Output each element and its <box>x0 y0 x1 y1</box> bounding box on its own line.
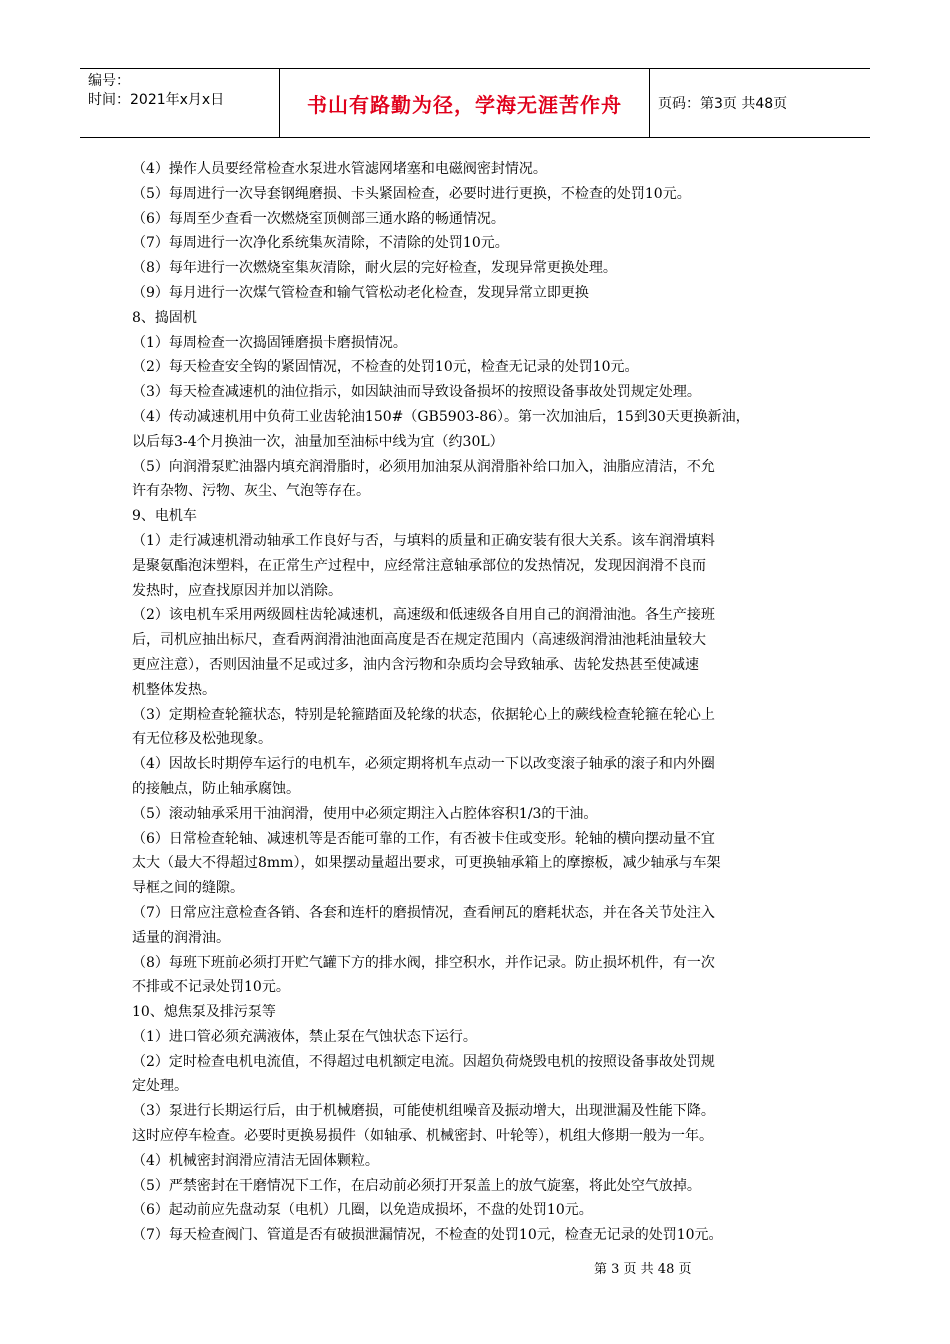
text-line: （8）每班下班前必须打开贮气罐下方的排水阀，排空积水，并作记录。防止损坏机件，有一次 <box>132 954 715 971</box>
text-line: 适量的润滑油。 <box>132 929 230 946</box>
page-header <box>80 68 870 138</box>
motto: 书山有路勤为径，学海无涯苦作舟 <box>307 92 622 117</box>
header-motto-cell <box>280 69 650 137</box>
text-line: 更应注意），否则因油量不足或过多，油内含污物和杂质均会导致轴承、齿轮发热甚至使减速 <box>132 656 699 673</box>
text-line: （4）传动减速机用中负荷工业齿轮油150#（GB5903-86）。第一次加油后，15到30天更换新油， <box>132 408 750 425</box>
text-line: （3）泵进行长期运行后，由于机械磨损，可能使机组噪音及振动增大，出现泄漏及性能下降。 <box>132 1103 715 1120</box>
page-info: 页码：第3页 共48页 <box>658 96 788 112</box>
text-line: 10、熄焦泵及排污泵等 <box>132 1004 276 1021</box>
text-line: （9）每月进行一次煤气管检查和输气管松动老化检查，发现异常立即更换 <box>132 284 589 301</box>
text-line: （4）机械密封润滑应清洁无固体颗粒。 <box>132 1152 379 1169</box>
text-line: 定处理。 <box>132 1078 188 1095</box>
text-line: （4）操作人员要经常检查水泵进水管滤网堵塞和电磁阀密封情况。 <box>132 161 547 177</box>
text-line: （5）滚动轴承采用干油润滑，使用中必须定期注入占腔体容积1/3的干油。 <box>132 805 598 822</box>
text-line: （1）进口管必须充满液体，禁止泵在气蚀状态下运行。 <box>132 1028 477 1045</box>
text-line: （4）因故长时期停车运行的电机车，必须定期将机车点动一下以改变滚子轴承的滚子和内外圈 <box>132 756 715 773</box>
text-line: 以后每3-4个月换油一次，油量加至油标中线为宜（约30L） <box>132 433 504 450</box>
text-line: （5）每周进行一次导套钢绳磨损、卡头紧固检查，必要时进行更换，不检查的处罚10元。 <box>132 185 691 202</box>
text-line: （2）定时检查电机电流值，不得超过电机额定电流。因超负荷烧毁电机的按照设备事故处罚规 <box>132 1053 715 1070</box>
text-line: 8、捣固机 <box>132 309 197 326</box>
text-line: （2）每天检查安全钩的紧固情况，不检查的处罚10元，检查无记录的处罚10元。 <box>132 359 639 376</box>
document-body <box>132 157 837 1248</box>
text-line: 这时应停车检查。必要时更换易损件（如轴承、机械密封、叶轮等），机组大修期一般为一年。 <box>132 1128 713 1145</box>
text-line: 后，司机应抽出标尺，查看两润滑油池面高度是否在规定范围内（高速级润滑油池耗油量较大 <box>132 632 706 649</box>
text-line: （6）起动前应先盘动泵（电机）几圈，以免造成损坏，不盘的处罚10元。 <box>132 1202 593 1219</box>
text-line: 有无位移及松弛现象。 <box>132 731 272 748</box>
text-line: 导框之间的缝隙。 <box>132 880 244 897</box>
text-line: （6）每周至少查看一次燃烧室顶侧部三通水路的畅通情况。 <box>132 210 505 227</box>
text-line: 许有杂物、污物、灰尘、气泡等存在。 <box>132 483 370 500</box>
text-line: 不排或不记录处罚10元。 <box>132 979 290 996</box>
text-line: 的接触点，防止轴承腐蚀。 <box>132 780 300 797</box>
text-line: （7）每周进行一次净化系统集灰清除，不清除的处罚10元。 <box>132 235 509 252</box>
text-line: （3）定期检查轮箍状态，特别是轮箍踏面及轮缘的状态，依据轮心上的蕨线检查轮箍在轮心上 <box>132 706 715 723</box>
text-line: （5）严禁密封在干磨情况下工作，在启动前必须打开泵盖上的放气旋塞，将此处空气放掉。 <box>132 1177 701 1194</box>
header-meta <box>80 69 280 137</box>
text-line: 机整体发热。 <box>132 681 216 698</box>
header-page-cell <box>650 69 870 137</box>
text-line: （6）日常检查轮轴、减速机等是否能可靠的工作，有否被卡住或变形。轮轴的横向摆动量不宜 <box>132 830 715 847</box>
text-line: （2）该电机车采用两级圆柱齿轮减速机，高速级和低速级各自用自己的润滑油池。各生产接班 <box>132 607 715 624</box>
code-label: 编号： <box>88 73 130 89</box>
text-line: （1）走行减速机滑动轴承工作良好与否，与填料的质量和正确安装有很大关系。该车润滑填料 <box>132 532 715 549</box>
text-line: 发热时，应查找原因并加以消除。 <box>132 582 342 599</box>
text-line: （3）每天检查减速机的油位指示，如因缺油而导致设备损坏的按照设备事故处罚规定处理。 <box>132 384 701 401</box>
text-line: （1）每周检查一次捣固锤磨损卡磨损情况。 <box>132 334 407 351</box>
text-line: （5）向润滑泵贮油器内填充润滑脂时，必须用加油泵从润滑脂补给口加入，油脂应清洁，不允 <box>132 458 715 475</box>
text-line: （8）每年进行一次燃烧室集灰清除，耐火层的完好检查，发现异常更换处理。 <box>132 260 617 277</box>
date-label: 时间：2021年x月x日 <box>88 92 225 108</box>
text-line: 是聚氨酯泡沫塑料，在正常生产过程中，应经常注意轴承部位的发热情况，发现因润滑不良而 <box>132 557 706 574</box>
text-line: （7）日常应注意检查各销、各套和连杆的磨损情况，查看闸瓦的磨耗状态，并在各关节处注入 <box>132 904 715 921</box>
text-line: （7）每天检查阀门、管道是否有破损泄漏情况，不检查的处罚10元，检查无记录的处罚10元。 <box>132 1227 723 1244</box>
text-line: 9、电机车 <box>132 508 197 525</box>
page-footer: 第 3 页 共 48 页 <box>594 1262 692 1277</box>
text-line: 太大（最大不得超过8mm），如果摆动量超出要求，可更换轴承箱上的摩擦板，减少轴承与车架 <box>132 855 721 872</box>
